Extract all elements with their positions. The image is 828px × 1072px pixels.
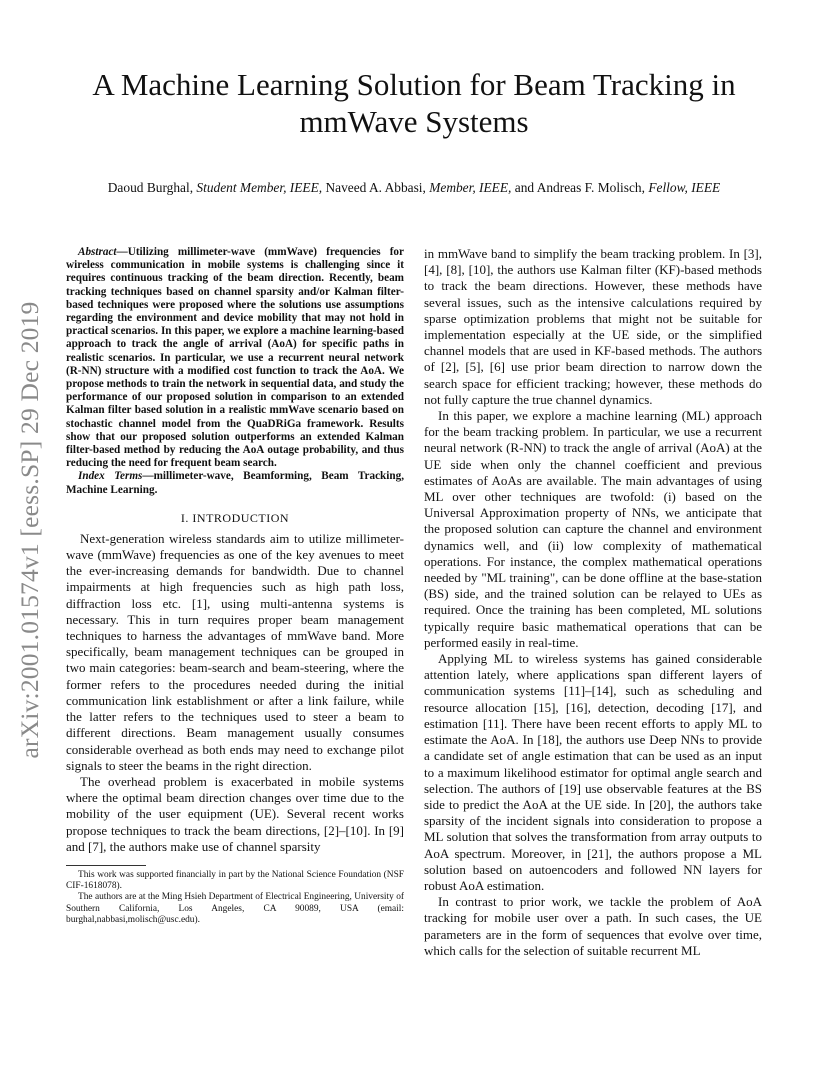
section-heading-introduction: I. INTRODUCTION: [180, 510, 290, 525]
arxiv-id-text: arXiv:2001.01574v1 [eess.SP] 29 Dec 2019: [15, 301, 44, 759]
author-1-role: Student Member, IEEE,: [196, 180, 323, 195]
index-terms-text: —millimeter-wave, Beamforming, Beam Tracking, Machine Learning.: [66, 470, 404, 496]
abstract-text: —Utilizing millimeter-wave (mmWave) frequencies for wireless communication in mobile systems is challenging since it requires continuous tracking of the beam direction. Recently, beam tracking techniques based on channel sparsity and/or Kalman filter-based techniques were proposed where the solutions use assumptions regarding the environment and device mobility that may not hold in practical scenarios. In this paper, we explore a machine learning-based approach to track the angle of arrival (AoA) for specific paths in realistic scenarios. In particular, we use a recurrent neural network (R-NN) structure with a modified cost function to track the AoA. We propose methods to train the network in sequential data, and study the performance of our proposed solution in comparison to an extended Kalman filter based solution in a realistic mmWave scenario based on stochastic channel model from the QuaDRiGa framework. Results show that our proposed solution outperforms an extended Kalman filter-based method by reducing the AoA outage probability, and thus reducing the need for frequent beam search.: [66, 246, 404, 470]
index-terms-lead: Index Terms: [78, 470, 143, 483]
author-1: Daoud Burghal,: [107, 180, 197, 195]
right-column: [424, 246, 762, 959]
right-paragraph-1: in mmWave band to simplify the beam tracking problem. In [3], [4], [8], [10], the authors use Kalman filter (KF)-based methods to track the beam directions. However, these methods have several issues, such as the intensive calculations required by sparse optimization problems that might not be suitable for implementation especially at the UE side, or the simplified channel models that are used in KF-based methods. The authors of [2], [5], [6] use prior beam direction to narrow down the search space for efficient tracking; however, these methods do not fully capture the true channel dynamics.: [424, 246, 762, 407]
intro-paragraph-2: The overhead problem is exacerbated in mobile systems where the optimal beam direction changes over time due to the mobility of the user equipment (UE). Several recent works propose techniques to track the beam directions, [2]–[10]. In [9] and [7], the authors make use of channel sparsity: [66, 773, 404, 854]
author-2-role: Member, IEEE,: [429, 180, 512, 195]
abstract-lead: Abstract: [78, 246, 117, 258]
author-2: Naveed A. Abbasi,: [322, 180, 430, 195]
footnote-rule: [66, 865, 146, 866]
abstract: [66, 246, 404, 470]
left-column: [66, 246, 404, 926]
right-paragraph-4: In contrast to prior work, we tackle the problem of AoA tracking for mobile user over a path. In such cases, the UE parameters are in the form of sequences that evolve over time, which calls for the selection of suitable recurrent ML: [424, 894, 762, 958]
author-line: [40, 180, 788, 196]
author-3: and Andreas F. Molisch,: [511, 180, 649, 195]
index-terms: [66, 470, 404, 496]
author-3-role: Fellow, IEEE: [648, 180, 721, 195]
intro-paragraph-1: Next-generation wireless standards aim to utilize millimeter-wave (mmWave) frequencies as one of the key avenues to meet the ever-increasing demands for bandwidth. Due to channel impairments at high frequencies such as high path loss, diffraction loss etc. [1], using multi-antenna systems is necessary. This in turn requires proper beam management techniques to harness the advantages of mmWave band. More specifically, beam management techniques can be grouped in two main categories: beam-search and beam-steering, where the former refers to the procedures needed during the initial communication link establishment or after a link failure, while the latter refers to the techniques used to steer a beam to different directions. Beam management usually consumes considerable overhead as both ends may need to exchange pilot signals to steer the beams in the right direction.: [66, 530, 404, 773]
right-paragraph-2: In this paper, we explore a machine learning (ML) approach for the beam tracking problem. In particular, we use a recurrent neural network (R-NN) to track the angle of arrival (AoA) at the UE side when only the channel coefficient and previous estimates of AoAs are available. The main advantages of using ML over other techniques are twofold: (i) based on the Universal Approximation property of NNs, we anticipate that the proposed solution can capture the channel and environment dynamics well, and (ii) low complexity of mathematical operations. For instance, the complex mathematical operations needed by "ML training", can be done offline at the base-station (BS) side, and the trained solution can be relayed to UEs as required. Once the training has been completed, ML solutions typically require basic mathematical operations that can be performed easily in real-time.: [424, 408, 762, 650]
right-paragraph-3: Applying ML to wireless systems has gained considerable attention lately, where applications span different layers of communication systems [11]–[14], such as scheduling and resource allocation [15], [16], detection, decoding [17], and estimation [11]. There have been recent efforts to apply ML to estimate the AoA. In [18], the authors use Deep NNs to provide a candidate set of angle estimation that can be used as an input to a maximum likelihood estimator for optimal angle search and selection. The authors of [19] use observable features at the BS side to predict the AoA at the UE side. In [20], the authors take sparsity of the incident signals into consideration to propose a ML solution that solves the transformation from array outputs to AoA spectrum. Moreover, in [21], the authors propose a ML solution based on autoencoders and followed NN layers for robust AoA estimation.: [424, 651, 762, 893]
footnote-affiliation: The authors are at the Ming Hsieh Department of Electrical Engineering, University of Southern California, Los Angeles, CA 90089, USA (email: burghal,nabbasi,molisch@usc.edu).: [66, 892, 404, 925]
footnote-funding: This work was supported financially in part by the National Science Foundation (NSF CIF-1618078).: [66, 869, 404, 892]
paper-title: A Machine Learning Solution for Beam Tracking in mmWave Systems: [92, 67, 736, 139]
arxiv-identifier: [8, 270, 52, 790]
